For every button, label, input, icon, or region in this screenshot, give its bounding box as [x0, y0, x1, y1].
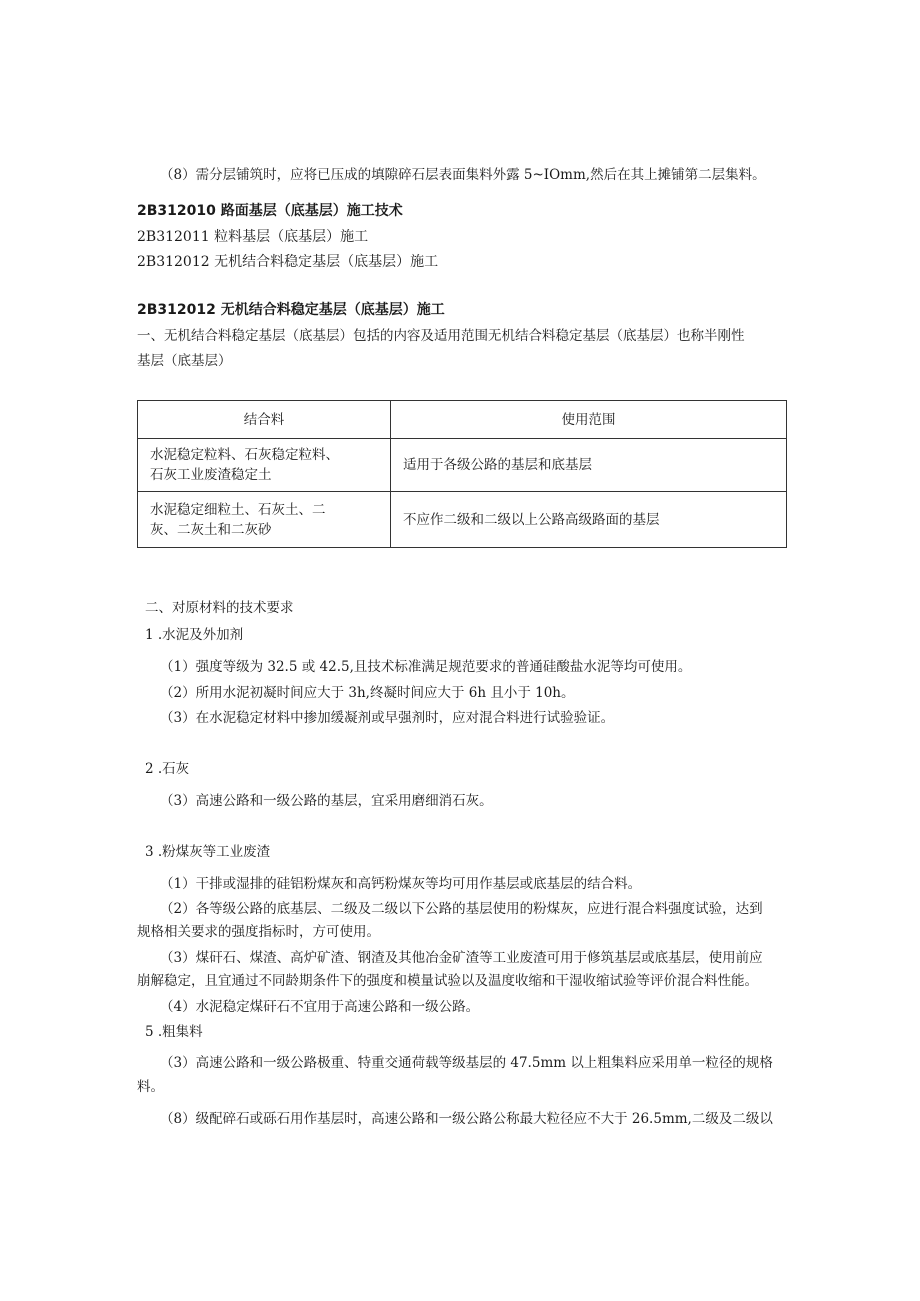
table-row	[138, 492, 787, 548]
heading-main: 2B312010 路面基层（底基层）施工技术	[137, 203, 403, 219]
toc-item-2: 2B312012 无机结合料稳定基层（底基层）施工	[137, 254, 439, 270]
s5-title: 5 .粗集料	[145, 1024, 203, 1040]
sec2-title: 二、对原材料的技术要求	[145, 600, 294, 616]
intro-line-2: 基层（底基层）	[137, 353, 232, 369]
s5-item-3-line-2: 料。	[137, 1079, 164, 1095]
s5-item-3-line-1: （3）高速公路和一级公路极重、特重交通荷载等级基层的 47.5mm 以上粗集料应采用单一粒径的规格	[160, 1055, 773, 1071]
cell-line: 石灰工业废渣稳定土	[150, 467, 272, 483]
table-header-binder: 结合料	[138, 401, 391, 439]
s3-item-3-line-1: （3）煤矸石、煤渣、高炉矿渣、钢渣及其他冶金矿渣等工业废渣可用于修筑基层或底基层，使用前应	[160, 950, 763, 966]
table-cell-scope: 不应作二级和二级以上公路高级路面的基层	[391, 492, 787, 548]
cell-line: 灰、二灰土和二灰砂	[150, 521, 272, 538]
cell-line: 水泥稳定细粒土、石灰土、二	[150, 501, 326, 518]
intro-line-1: 一、无机结合料稳定基层（底基层）包括的内容及适用范围无机结合料稳定基层（底基层）也称半刚性	[137, 328, 745, 344]
table-header-scope: 使用范围	[391, 401, 787, 439]
cell-line: 水泥稳定粒料、石灰稳定粒料、	[150, 447, 339, 463]
top-note: （8）需分层铺筑时，应将已压成的填隙碎石层表面集料外露 5~IOmm,然后在其上摊铺第二层集料。	[160, 167, 766, 183]
section-title: 2B312012 无机结合料稳定基层（底基层）施工	[137, 302, 445, 318]
s3-item-2-line-2: 规格相关要求的强度指标时，方可使用。	[137, 924, 380, 940]
s3-title: 3 .粉煤灰等工业废渣	[145, 844, 271, 860]
s2-title: 2 .石灰	[145, 761, 190, 777]
table-row	[138, 439, 787, 492]
s2-item-3: （3）高速公路和一级公路的基层，宜采用磨细消石灰。	[160, 793, 493, 809]
table-cell-binder	[138, 439, 391, 492]
s3-item-4: （4）水泥稳定煤矸石不宜用于高速公路和一级公路。	[160, 999, 480, 1015]
s1-item-2: （2）所用水泥初凝时间应大于 3h,终凝时间应大于 6h 且小于 10h。	[160, 685, 575, 701]
s3-item-2-line-1: （2）各等级公路的底基层、二级及二级以下公路的基层使用的粉煤灰，应进行混合料强度试验，达到	[160, 901, 763, 917]
table-cell-scope: 适用于各级公路的基层和底基层	[391, 439, 787, 492]
table-header-row	[138, 401, 787, 439]
s1-item-1: （1）强度等级为 32.5 或 42.5,且技术标准满足规范要求的普通硅酸盐水泥等均可使用。	[160, 659, 692, 675]
s5-item-8: （8）级配碎石或砾石用作基层时，高速公路和一级公路公称最大粒径应不大于 26.5mm,二级及二级以	[160, 1111, 773, 1127]
toc-item-1: 2B312011 粒料基层（底基层）施工	[137, 229, 369, 245]
s3-item-1: （1）干排或湿排的硅铝粉煤灰和高钙粉煤灰等均可用作基层或底基层的结合料。	[160, 876, 642, 892]
s1-title: 1 .水泥及外加剂	[145, 627, 244, 643]
s3-item-3-line-2: 崩解稳定，且宜通过不同龄期条件下的强度和模量试验以及温度收缩和干湿收缩试验等评价混合料性能。	[137, 973, 758, 989]
s1-item-3: （3）在水泥稳定材料中掺加缓凝剂或早强剂时，应对混合料进行试验验证。	[160, 710, 615, 726]
table-cell-binder	[138, 492, 391, 548]
binder-scope-table	[137, 400, 787, 548]
